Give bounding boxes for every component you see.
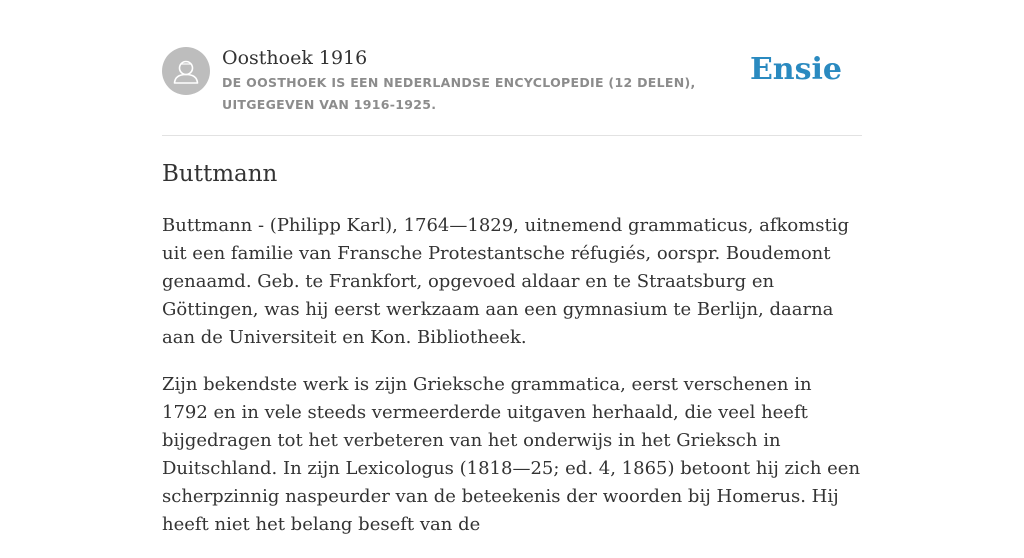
source-title[interactable]: Oosthoek 1916 xyxy=(222,47,368,69)
source-description: DE OOSTHOEK IS EEN NEDERLANDSE ENCYCLOPEDIE (12 DELEN), UITGEGEVEN VAN 1916-1925. xyxy=(222,75,696,112)
user-icon xyxy=(162,47,210,95)
source-header xyxy=(162,44,862,136)
brand-logo-link[interactable]: Ensie xyxy=(749,52,842,87)
article-body xyxy=(162,212,862,558)
article-paragraph: Zijn bekendste werk is zijn Grieksche grammatica, eerst verschenen in 1792 en in vele steeds vermeerderde uitgaven herhaald, die veel heeft bijgedragen tot het verbeteren van het onderwijs in het Grieksch in Duitschland. In zijn Lexicologus (1818—25; ed. 4, 1865) betoont hij zich een scherpzinnig naspeurder van de beteekenis der woorden bij Homerus. Hij heeft niet het belang beseft van de xyxy=(162,374,861,535)
article-paragraph: Buttmann - (Philipp Karl), 1764—1829, uitnemend grammaticus, afkomstig uit een familie van Fransche Protestantsche réfugiés, oorspr. Boudemont genaamd. Geb. te Frankfort, opgevoed aldaar en te Straatsburg en Göttingen, was hij eerst werkzaam aan een gymnasium te Berlijn, daarna aan de Universiteit en Kon. Bibliotheek. xyxy=(162,215,850,348)
article-title: Buttmann xyxy=(162,161,278,187)
source-avatar[interactable] xyxy=(162,47,210,95)
